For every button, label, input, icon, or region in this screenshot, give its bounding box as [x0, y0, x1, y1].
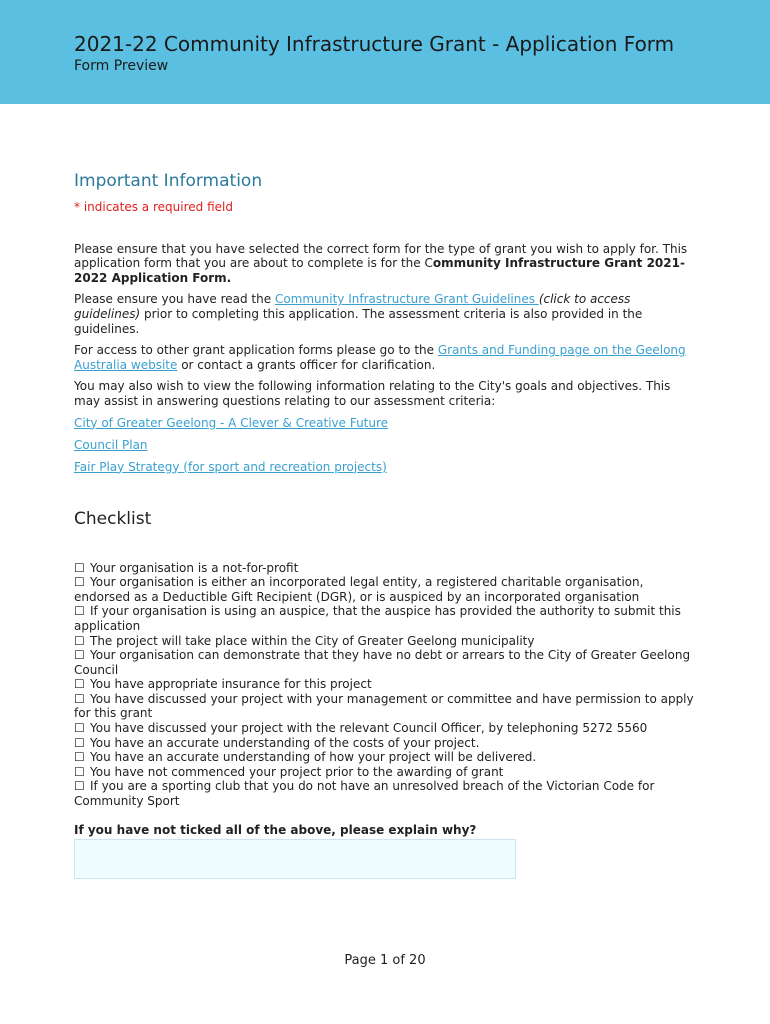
checkbox-icon[interactable]: ☐ — [74, 575, 85, 590]
required-field-note: * indicates a required field — [74, 200, 233, 214]
checklist-item[interactable] — [74, 604, 694, 633]
form-subtitle: Form Preview — [74, 58, 169, 74]
page-number: Page 1 of 20 — [344, 953, 426, 968]
guidelines-paragraph — [74, 292, 694, 336]
checklist-item[interactable] — [74, 736, 694, 751]
checklist-item-label: The project will take place within the City of Greater Geelong municipality — [90, 633, 535, 648]
form-title: 2021-22 Community Infrastructure Grant - Application Form — [74, 32, 675, 56]
checklist-item-label: You have appropriate insurance for this project — [90, 677, 372, 692]
explain-textarea[interactable] — [74, 839, 516, 879]
checklist-item[interactable] — [74, 750, 694, 765]
checklist-item-label: Your organisation is a not-for-profit — [90, 560, 299, 575]
checklist-item[interactable] — [74, 677, 694, 692]
guidelines-note: (click to access guidelines) — [74, 292, 631, 321]
form-content — [74, 170, 694, 879]
checkbox-icon[interactable]: ☐ — [74, 721, 85, 736]
checkbox-icon[interactable]: ☐ — [74, 691, 85, 706]
checkbox-icon[interactable]: ☐ — [74, 677, 85, 692]
checkbox-icon[interactable]: ☐ — [74, 633, 85, 648]
council-plan-link[interactable]: Council Plan — [74, 437, 148, 452]
grant-forms-paragraph — [74, 343, 694, 372]
checkbox-icon[interactable]: ☐ — [74, 750, 85, 765]
page-header — [0, 0, 770, 104]
checklist-item-label: You have an accurate understanding of how your project will be delivered. — [90, 750, 537, 765]
checkbox-icon[interactable]: ☐ — [74, 735, 85, 750]
checklist-item[interactable] — [74, 721, 694, 736]
checklist-item-label: You have discussed your project with your management or committee and have permission to apply for this grant — [74, 691, 694, 721]
checklist-item[interactable] — [74, 692, 694, 721]
checklist-item-label: You have an accurate understanding of the costs of your project. — [90, 735, 480, 750]
checklist-item[interactable] — [74, 779, 694, 808]
clever-creative-future-link[interactable]: City of Greater Geelong - A Clever & Creative Future — [74, 415, 389, 430]
checklist-item-label: Your organisation is either an incorporated legal entity, a registered charitable organisation, endorsed as a Deductible Gift Recipient (DGR), or is auspiced by an incorporated organisation — [74, 575, 644, 604]
checklist-item-label: Your organisation can demonstrate that they have no debt or arrears to the City of Greater Geelong Council — [74, 648, 691, 677]
checkbox-icon[interactable]: ☐ — [74, 648, 85, 663]
checklist-item[interactable] — [74, 561, 694, 576]
intro-text: Please ensure that you have selected the correct form for the type of grant you wish to apply for. This application form that you are about to complete is for the C — [74, 241, 688, 271]
checkbox-icon[interactable]: ☐ — [74, 604, 85, 619]
checkbox-icon[interactable]: ☐ — [74, 779, 85, 794]
checklist-item-label: You have discussed your project with the relevant Council Officer, by telephoning 5272 5560 — [90, 721, 648, 736]
checklist-item-label: If you are a sporting club that you do not have an unresolved breach of the Victorian Code for Community Sport — [74, 779, 655, 809]
grant-forms-text-start: For access to other grant application forms please go to the — [74, 343, 438, 358]
city-goals-paragraph: You may also wish to view the following information relating to the City's goals and objectives. This may assist in answering questions relating to our assessment criteria: — [74, 379, 671, 408]
grants-and-funding-link[interactable]: Grants and Funding page on the Geelong Australia website — [74, 343, 686, 372]
checklist-item[interactable] — [74, 634, 694, 649]
checkbox-icon[interactable]: ☐ — [74, 560, 85, 575]
important-information-heading: Important Information — [74, 171, 263, 191]
checklist-heading: Checklist — [74, 508, 152, 529]
checklist-item[interactable] — [74, 765, 694, 780]
intro-form-name: ommunity Infrastructure Grant 2021-2022 Application Form. — [74, 256, 685, 285]
checklist-item[interactable] — [74, 648, 694, 677]
checklist-item-label: If your organisation is using an auspice, that the auspice has provided the authority to submit this application — [74, 604, 681, 633]
guidelines-text-start: Please ensure you have read the — [74, 292, 275, 307]
checklist-item-label: You have not commenced your project prior to the awarding of grant — [90, 764, 504, 779]
checklist-item[interactable] — [74, 575, 694, 604]
explain-label: If you have not ticked all of the above, please explain why? — [74, 822, 477, 837]
checkbox-icon[interactable]: ☐ — [74, 764, 85, 779]
checklist — [74, 561, 694, 809]
guidelines-text-end: prior to completing this application. The assessment criteria is also provided in the guidelines. — [74, 306, 643, 336]
guidelines-link[interactable]: Community Infrastructure Grant Guidelines — [274, 292, 539, 307]
grant-forms-text-end: or contact a grants officer for clarification. — [177, 357, 436, 372]
fair-play-strategy-link[interactable]: Fair Play Strategy (for sport and recreation projects) — [74, 459, 387, 474]
intro-paragraph — [74, 242, 694, 286]
